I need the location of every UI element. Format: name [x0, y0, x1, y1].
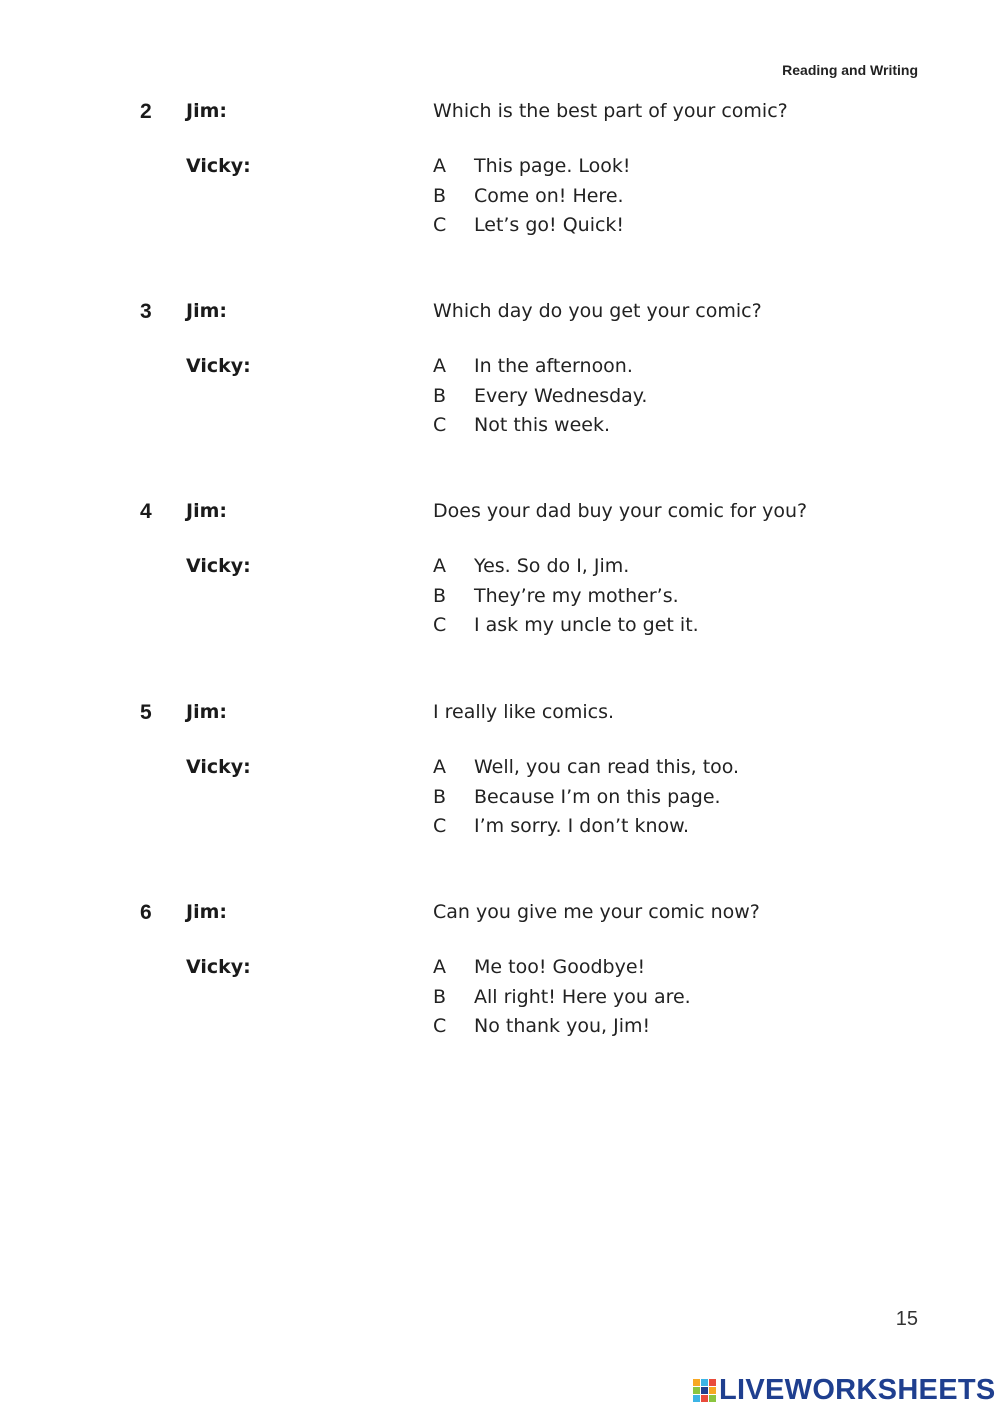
option-text: Every Wednesday.	[474, 384, 648, 407]
option-letter: C	[433, 214, 447, 236]
option-text: I ask my uncle to get it.	[474, 614, 699, 636]
option-letter: A	[433, 956, 446, 978]
speaker-jim: Jim:	[186, 300, 227, 322]
option-letter: C	[433, 414, 447, 436]
option-letter: A	[433, 355, 446, 377]
option-letter: B	[433, 584, 447, 607]
option-letter: B	[433, 384, 447, 407]
option-letter: C	[433, 614, 447, 636]
page-number: 15	[895, 1308, 918, 1330]
speaker-jim: Jim:	[186, 500, 227, 522]
option-letter: A	[433, 555, 446, 577]
option-text: I’m sorry. I don’t know.	[474, 815, 690, 837]
speaker-vicky: Vicky:	[186, 355, 251, 377]
question-prompt: Which day do you get your comic?	[433, 300, 762, 322]
question-prompt: Does your dad buy your comic for you?	[433, 500, 808, 522]
watermark-text: LIVEWORKSHEETS	[719, 1374, 996, 1406]
option-letter: B	[433, 184, 447, 207]
option-letter: C	[433, 815, 447, 837]
option-letter: C	[433, 1015, 447, 1037]
option-text: No thank you, Jim!	[474, 1015, 651, 1037]
liveworksheets-logo-icon	[693, 1379, 717, 1403]
option-text: Me too! Goodbye!	[474, 956, 646, 978]
question-number: 3	[140, 300, 152, 323]
option-text: This page. Look!	[474, 155, 631, 177]
speaker-jim: Jim:	[186, 100, 227, 122]
option-letter: B	[433, 785, 447, 808]
question-number: 2	[140, 100, 152, 123]
option-text: All right! Here you are.	[474, 985, 691, 1008]
question-prompt: Which is the best part of your comic?	[433, 100, 788, 122]
liveworksheets-watermark	[693, 1374, 996, 1407]
option-text: Not this week.	[474, 414, 610, 436]
question-prompt: I really like comics.	[433, 701, 615, 723]
speaker-jim: Jim:	[186, 901, 227, 923]
speaker-vicky: Vicky:	[186, 555, 251, 577]
question-number: 5	[140, 701, 152, 724]
option-letter: A	[433, 756, 446, 778]
question-number: 6	[140, 901, 152, 924]
speaker-jim: Jim:	[186, 701, 227, 723]
option-letter: B	[433, 985, 447, 1008]
option-text: Let’s go! Quick!	[474, 214, 625, 236]
section-header: Reading and Writing	[782, 62, 918, 78]
option-text: They’re my mother’s.	[474, 584, 679, 607]
question-number: 4	[140, 500, 152, 523]
option-text: Because I’m on this page.	[474, 785, 721, 808]
option-text: In the afternoon.	[474, 355, 633, 377]
option-text: Come on! Here.	[474, 184, 624, 207]
speaker-vicky: Vicky:	[186, 756, 251, 778]
option-text: Yes. So do I, Jim.	[474, 555, 630, 577]
speaker-vicky: Vicky:	[186, 155, 251, 177]
option-text: Well, you can read this, too.	[474, 756, 740, 778]
option-letter: A	[433, 155, 446, 177]
question-prompt: Can you give me your comic now?	[433, 901, 760, 923]
speaker-vicky: Vicky:	[186, 956, 251, 978]
